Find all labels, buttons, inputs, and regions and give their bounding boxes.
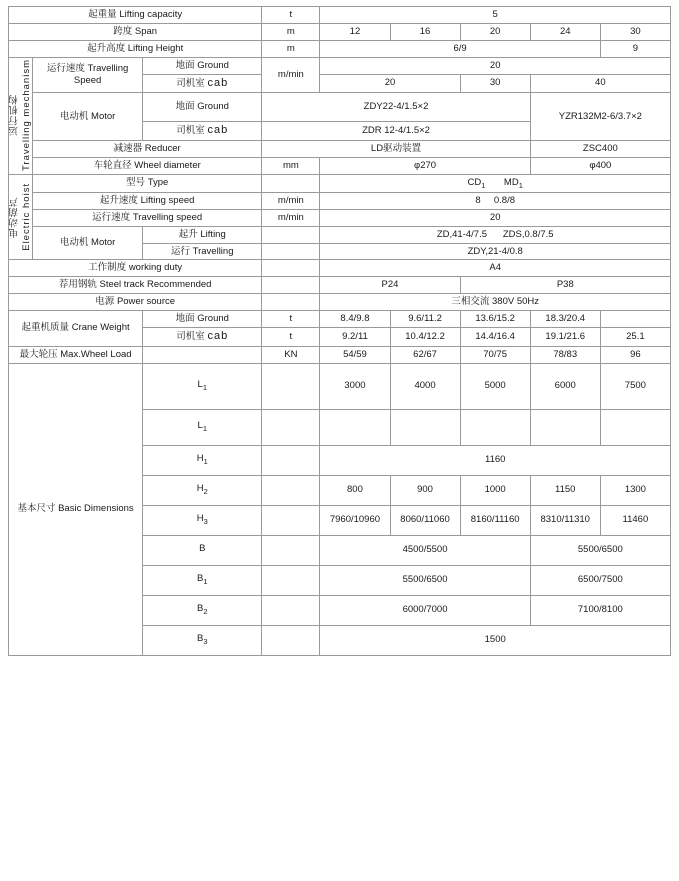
sub-label-cab xyxy=(143,74,262,93)
label-en: Span xyxy=(134,25,158,37)
unit-cell: t xyxy=(262,7,320,24)
unit-cell xyxy=(262,565,320,595)
unit-cell: m/min xyxy=(262,192,320,209)
symbol: H xyxy=(196,483,204,495)
label-cn: 起重量 xyxy=(88,9,117,20)
unit-cell: m xyxy=(262,40,320,57)
sub-label-cn: 地面 xyxy=(175,101,195,113)
value-cell: 5500/6500 xyxy=(530,535,670,565)
symbol: B xyxy=(196,603,204,615)
group-label-en: Travelling mechanism xyxy=(20,59,32,172)
row-label-crane-weight xyxy=(9,311,143,347)
sub-label-en: cab xyxy=(207,329,229,342)
sub-label-ground xyxy=(143,93,262,122)
row-label-lifting-capacity xyxy=(9,7,262,24)
value-cell: 1160 xyxy=(320,445,671,475)
value-cell: 13.6/15.2 xyxy=(460,311,530,328)
value-cell xyxy=(460,409,530,445)
dimension-symbol xyxy=(143,625,262,655)
dimension-symbol xyxy=(143,565,262,595)
symbol-sub: 3 xyxy=(203,637,208,647)
sub-label-cn: 地面 xyxy=(175,313,195,325)
symbol-sub: 1 xyxy=(202,383,207,393)
unit-cell xyxy=(262,243,320,260)
dimension-symbol xyxy=(143,409,262,445)
group-label-travelling-mechanism xyxy=(9,57,33,174)
label-en: Travelling Speed xyxy=(73,63,129,86)
sub-label-en: Ground xyxy=(197,313,229,325)
value-cell: 5500/6500 xyxy=(320,565,530,595)
table-row xyxy=(9,294,671,311)
value-cell: 6500/7500 xyxy=(530,565,670,595)
row-label-wheel-diameter xyxy=(33,157,262,174)
type-value-b: MD xyxy=(503,176,519,188)
label-en: Crane Weight xyxy=(71,322,130,334)
value-cell: 4000 xyxy=(390,363,460,409)
value-cell: 900 xyxy=(390,475,460,505)
sub-label-cab xyxy=(143,327,262,346)
value-cell: 30 xyxy=(600,23,670,40)
label-en: Motor xyxy=(91,237,116,249)
lifting-speed-b: 0.8/8 xyxy=(493,194,516,206)
label-cn: 运行速度 xyxy=(92,211,131,223)
type-value-a: CD xyxy=(467,176,482,188)
value-cell: 8310/11310 xyxy=(530,505,600,535)
dimension-symbol xyxy=(143,505,262,535)
unit-cell xyxy=(262,505,320,535)
unit-cell xyxy=(262,625,320,655)
spec-sheet xyxy=(0,6,679,881)
label-en: Reducer xyxy=(144,142,181,154)
value-cell: LD驱动装置 xyxy=(262,140,530,157)
value-cell: 1500 xyxy=(320,625,671,655)
label-cn: 运行速度 xyxy=(46,63,85,75)
value-cell: P24 xyxy=(320,277,460,294)
value-cell: 62/67 xyxy=(390,346,460,363)
row-label-hoist-motor xyxy=(33,226,143,260)
value-cell: ZDR 12-4/1.5×2 xyxy=(262,122,530,141)
value-cell: 78/83 xyxy=(530,346,600,363)
sub-label-cn: 地面 xyxy=(175,59,195,71)
value-cell: 1150 xyxy=(530,475,600,505)
value-cell: 7100/8100 xyxy=(530,595,670,625)
label-en: Wheel diameter xyxy=(134,159,201,171)
value-cell: ZSC400 xyxy=(530,140,670,157)
sub-label-en: Travelling xyxy=(192,245,234,257)
unit-cell: m/min xyxy=(262,209,320,226)
value-cell: 1300 xyxy=(600,475,670,505)
label-cn: 电源 xyxy=(95,296,115,308)
unit-cell xyxy=(262,294,320,311)
unit-cell xyxy=(262,226,320,243)
label-cn: 起升速度 xyxy=(99,194,138,206)
value-cell: YZR132M2-6/3.7×2 xyxy=(530,93,670,141)
label-en: Lifting speed xyxy=(140,194,195,206)
label-cn: 电动机 xyxy=(59,110,89,122)
unit-cell: mm xyxy=(262,157,320,174)
sub-label-lifting xyxy=(143,226,262,243)
table-row xyxy=(9,140,671,157)
unit-cell xyxy=(262,277,320,294)
sub-label-en: Ground xyxy=(197,59,229,71)
value-cell xyxy=(390,409,460,445)
unit-cell xyxy=(262,595,320,625)
row-label-hoist-lifting-speed xyxy=(33,192,262,209)
value-cell xyxy=(600,409,670,445)
table-row xyxy=(9,157,671,174)
value-cell xyxy=(320,192,671,209)
row-label-steel-track xyxy=(9,277,262,294)
label-en: Lifting Height xyxy=(127,42,184,54)
value-cell: 3000 xyxy=(320,363,390,409)
table-row xyxy=(9,209,671,226)
type-value-b-sub: 1 xyxy=(518,180,523,190)
value-cell: 70/75 xyxy=(460,346,530,363)
label-en: Motor xyxy=(91,110,116,122)
value-cell: 4500/5500 xyxy=(320,535,530,565)
label-cn: 最大轮压 xyxy=(19,348,58,360)
symbol: B xyxy=(196,573,204,585)
value-cell: 800 xyxy=(320,475,390,505)
label-en: Type xyxy=(147,177,169,189)
label-en: Power source xyxy=(116,296,176,308)
label-cn: 电动机 xyxy=(59,237,89,249)
symbol-sub: 1 xyxy=(203,457,208,467)
row-label-max-wheel-load xyxy=(9,346,143,363)
value-cell: 20 xyxy=(320,209,671,226)
value-cell: 11460 xyxy=(600,505,670,535)
table-row xyxy=(9,93,671,122)
table-row xyxy=(9,226,671,243)
value-cell: 54/59 xyxy=(320,346,390,363)
unit-cell xyxy=(262,174,320,192)
table-row xyxy=(9,192,671,209)
table-row xyxy=(9,363,671,409)
value-cell: ZDY22-4/1.5×2 xyxy=(262,93,530,122)
symbol-sub: 2 xyxy=(203,607,208,617)
value-cell: A4 xyxy=(320,260,671,277)
value-cell: φ270 xyxy=(320,157,530,174)
value-cell: φ400 xyxy=(530,157,670,174)
unit-cell xyxy=(262,409,320,445)
value-cell: 25.1 xyxy=(600,327,670,346)
label-cn: 减速器 xyxy=(113,142,143,154)
row-label-basic-dimensions xyxy=(9,363,143,655)
value-cell: 8060/11060 xyxy=(390,505,460,535)
hoist-motor-lifting-b: ZDS,0.8/7.5 xyxy=(502,228,554,240)
dimension-symbol xyxy=(143,595,262,625)
unit-cell: t xyxy=(262,311,320,328)
unit-cell xyxy=(262,260,320,277)
value-cell: 20 xyxy=(320,57,671,74)
sub-label-en: cab xyxy=(207,76,229,89)
sub-label-en: Ground xyxy=(197,101,229,113)
sub-label-cab xyxy=(143,122,262,141)
unit-cell xyxy=(262,535,320,565)
value-cell: 96 xyxy=(600,346,670,363)
unit-cell xyxy=(262,363,320,409)
hoist-motor-lifting-a: ZD,41-4/7.5 xyxy=(436,228,488,240)
sub-label-cn: 司机室 xyxy=(176,77,205,89)
label-en: working duty xyxy=(128,262,183,274)
label-cn: 跨度 xyxy=(113,25,133,37)
value-cell xyxy=(530,409,600,445)
symbol-sub: 1 xyxy=(203,577,208,587)
value-cell: 14.4/16.4 xyxy=(460,327,530,346)
value-cell: 9 xyxy=(600,40,670,57)
value-cell: 20 xyxy=(460,23,530,40)
label-en: Steel track Recommended xyxy=(99,279,212,291)
table-row xyxy=(9,260,671,277)
table-row xyxy=(9,7,671,24)
row-label-working-duty xyxy=(9,260,262,277)
value-cell: 24 xyxy=(530,23,600,40)
row-label-travelling-speed xyxy=(33,57,143,93)
value-cell: 40 xyxy=(530,74,670,93)
unit-cell: m/min xyxy=(262,57,320,93)
value-cell xyxy=(600,311,670,328)
dimension-symbol xyxy=(143,445,262,475)
value-cell xyxy=(320,226,671,243)
value-cell: 7500 xyxy=(600,363,670,409)
unit-cell: KN xyxy=(262,346,320,363)
symbol-sub: 2 xyxy=(203,487,208,497)
group-label-electric-hoist xyxy=(9,174,33,260)
value-cell: 18.3/20.4 xyxy=(530,311,600,328)
unit-cell xyxy=(262,475,320,505)
value-cell: 6000 xyxy=(530,363,600,409)
value-cell: 8160/11160 xyxy=(460,505,530,535)
value-cell: 8.4/9.8 xyxy=(320,311,390,328)
value-cell: 7960/10960 xyxy=(320,505,390,535)
label-en: Travelling speed xyxy=(132,211,203,223)
value-cell: 5 xyxy=(320,7,671,24)
value-cell: 12 xyxy=(320,23,390,40)
row-label-hoist-travelling-speed xyxy=(33,209,262,226)
value-cell: ZDY,21-4/0.8 xyxy=(320,243,671,260)
spacer-cell xyxy=(143,346,262,363)
label-cn: 起升高度 xyxy=(87,42,126,54)
specification-table xyxy=(8,6,671,656)
label-en: Basic Dimensions xyxy=(58,503,134,515)
row-label-hoist-type xyxy=(33,174,262,192)
label-cn: 起重机质量 xyxy=(21,322,70,334)
value-cell xyxy=(320,174,671,192)
symbol: L xyxy=(197,420,203,432)
table-row xyxy=(9,57,671,74)
sub-label-ground xyxy=(143,311,262,328)
value-cell: 9.2/11 xyxy=(320,327,390,346)
unit-cell xyxy=(262,445,320,475)
value-cell xyxy=(320,409,390,445)
symbol: B xyxy=(199,543,206,555)
symbol-sub: 1 xyxy=(202,424,207,434)
sub-label-cn: 运行 xyxy=(171,245,191,257)
row-label-lifting-height xyxy=(9,40,262,57)
value-cell: 1000 xyxy=(460,475,530,505)
label-cn: 基本尺寸 xyxy=(17,503,56,515)
label-cn: 工作制度 xyxy=(88,262,127,274)
group-label-en: Electric hoist xyxy=(20,183,32,251)
value-cell: P38 xyxy=(460,277,670,294)
sub-label-en: Lifting xyxy=(200,228,226,240)
value-cell: 19.1/21.6 xyxy=(530,327,600,346)
sub-label-ground xyxy=(143,57,262,74)
table-row xyxy=(9,311,671,328)
sub-label-cn: 司机室 xyxy=(176,125,205,137)
unit-cell: t xyxy=(262,327,320,346)
sub-label-cn: 起升 xyxy=(178,228,198,240)
lifting-speed-a: 8 xyxy=(475,194,481,206)
symbol: B xyxy=(196,633,204,645)
row-label-travelling-motor xyxy=(33,93,143,141)
table-row xyxy=(9,23,671,40)
symbol-sub: 3 xyxy=(203,517,208,527)
label-en: Lifting capacity xyxy=(119,9,183,20)
value-cell: 三相交流 380V 50Hz xyxy=(320,294,671,311)
table-row xyxy=(9,174,671,192)
row-label-power-source xyxy=(9,294,262,311)
sub-label-cn: 司机室 xyxy=(176,330,205,342)
row-label-span xyxy=(9,23,262,40)
value-cell: 6000/7000 xyxy=(320,595,530,625)
value-cell: 16 xyxy=(390,23,460,40)
sub-label-en: cab xyxy=(207,124,229,137)
table-row xyxy=(9,346,671,363)
value-cell: 20 xyxy=(320,74,460,93)
label-en: Max.Wheel Load xyxy=(60,348,132,360)
dimension-symbol xyxy=(143,363,262,409)
dimension-symbol xyxy=(143,535,262,565)
value-cell: 30 xyxy=(460,74,530,93)
table-row xyxy=(9,277,671,294)
group-label-cn: 电动葫芦 xyxy=(8,196,20,239)
label-cn: 荐用钢轨 xyxy=(58,279,97,291)
value-cell: 9.6/11.2 xyxy=(390,311,460,328)
group-label-cn: 运行机构 xyxy=(8,94,20,137)
unit-cell: m xyxy=(262,23,320,40)
row-label-reducer xyxy=(33,140,262,157)
label-cn: 车轮直径 xyxy=(93,159,132,171)
value-cell: 10.4/12.2 xyxy=(390,327,460,346)
value-cell: 5000 xyxy=(460,363,530,409)
symbol: H xyxy=(196,453,204,465)
symbol: H xyxy=(196,513,204,525)
value-cell: 6/9 xyxy=(320,40,600,57)
symbol: L xyxy=(197,379,203,391)
sub-label-travelling xyxy=(143,243,262,260)
type-value-a-sub: 1 xyxy=(481,180,486,190)
dimension-symbol xyxy=(143,475,262,505)
label-cn: 型号 xyxy=(126,177,146,189)
table-row xyxy=(9,40,671,57)
